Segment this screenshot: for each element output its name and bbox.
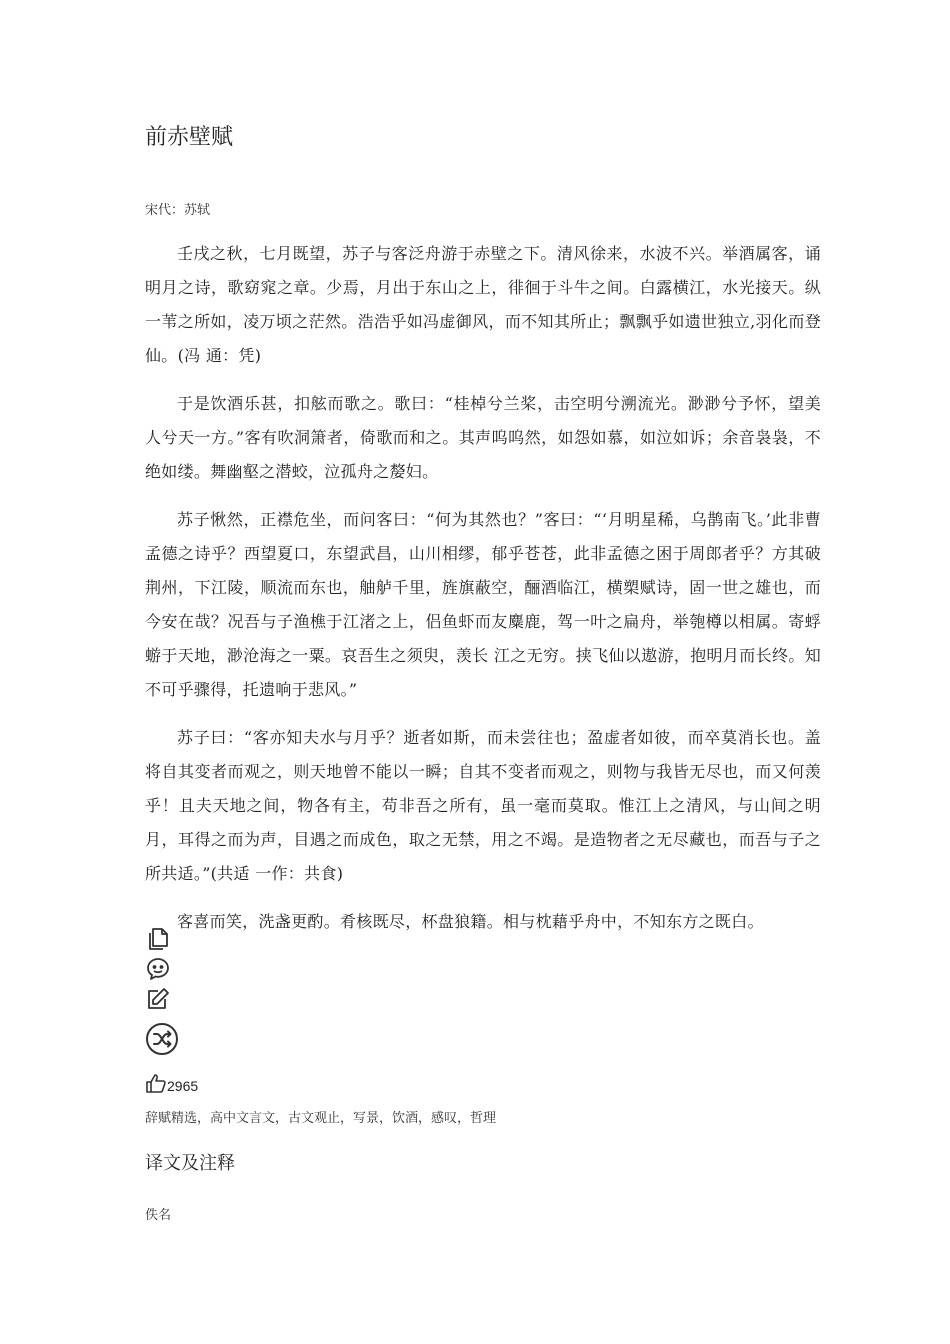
poem-title: 前赤壁赋 <box>145 125 234 150</box>
comment-icon[interactable] <box>145 956 171 982</box>
poem-body <box>145 237 821 953</box>
like-button[interactable] <box>145 1072 198 1094</box>
edit-icon[interactable] <box>145 986 171 1012</box>
copy-icon[interactable] <box>145 926 171 952</box>
poem-tags[interactable]: 辞赋精选，高中文言文，古文观止，写景，饮酒，感叹，哲理 <box>145 1111 497 1126</box>
poem-paragraph: 客喜而笑，洗盏更酌。肴核既尽，杯盘狼籍。相与枕藉乎舟中，不知东方之既白。 <box>177 912 764 931</box>
poem-paragraph: 壬戌之秋，七月既望，苏子与客泛舟游于赤壁之下。清风徐来，水波不兴。举酒属客，诵明月之诗，歌窈窕之章。少焉，月出于东山之上，徘徊于斗牛之间。白露横江，水光接天。纵一苇之所如，凌万顷之茫然。浩浩乎如冯虚御风，而不知其所止；飘飘乎如遗世独立,羽化而登仙。(冯 通：凭) <box>145 244 821 365</box>
poem-paragraph: 苏子曰：“客亦知夫水与月乎？逝者如斯，而未尝往也；盈虚者如彼，而卒莫消长也。盖将自其变者而观之，则天地曾不能以一瞬；自其不变者而观之，则物与我皆无尽也，而又何羡乎！且夫天地之间，物各有主，苟非吾之所有，虽一毫而莫取。惟江上之清风，与山间之明月，耳得之而为声，目遇之而成色，取之无禁，用之不竭。是造物者之无尽藏也，而吾与子之所共适。”(共适 一作：共食) <box>145 728 821 883</box>
translation-section-title: 译文及注释 <box>145 1153 235 1174</box>
like-count: 2965 <box>167 1078 199 1094</box>
author-line[interactable]: 宋代：苏轼 <box>145 203 211 218</box>
poem-paragraph: 于是饮酒乐甚，扣舷而歌之。歌曰：“桂棹兮兰桨，击空明兮溯流光。渺渺兮予怀，望美人兮天一方。”客有吹洞箫者，倚歌而和之。其声呜呜然，如怨如慕，如泣如诉；余音袅袅，不绝如缕。舞幽壑之潜蛟，泣孤舟之嫠妇。 <box>145 394 821 481</box>
shuffle-icon[interactable] <box>145 1022 179 1056</box>
action-icons <box>145 926 179 1060</box>
translator-name: 佚名 <box>145 1208 172 1223</box>
poem-paragraph: 苏子愀然，正襟危坐，而问客曰：“何为其然也？”客曰：“‘月明星稀，乌鹊南飞。’此非曹孟德之诗乎？西望夏口，东望武昌，山川相缪，郁乎苍苍，此非孟德之困于周郎者乎？方其破荆州，下江陵，顺流而东也，舳舻千里，旌旗蔽空，酾酒临江，横槊赋诗，固一世之雄也，而今安在哉？况吾与子渔樵于江渚之上，侣鱼虾而友麋鹿，驾一叶之扁舟，举匏樽以相属。寄蜉蝣于天地，渺沧海之一粟。哀吾生之须臾，羡长 江之无穷。挟飞仙以遨游，抱明月而长终。知不可乎骤得，托遗响于悲风。” <box>145 510 821 699</box>
thumbs-up-icon[interactable] <box>145 1072 167 1094</box>
